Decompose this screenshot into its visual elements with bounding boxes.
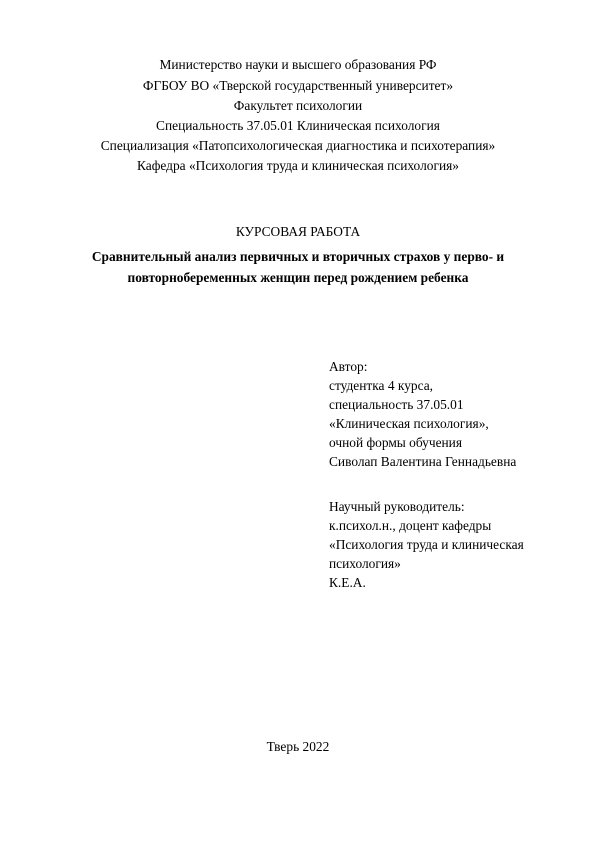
work-type-heading: КУРСОВАЯ РАБОТА xyxy=(235,224,361,239)
author-name: Сиволап Валентина Геннадьевна xyxy=(329,454,517,469)
supervisor-line: психология» xyxy=(329,556,401,571)
supervisor-line: к.психол.н., доцент кафедры xyxy=(329,518,492,533)
work-title-line-1: Сравнительный анализ первичных и вторичных страхов у перво- и xyxy=(91,249,505,264)
supervisor-block xyxy=(329,497,524,592)
supervisor-label: Научный руководитель: xyxy=(329,499,465,514)
city-year: Тверь 2022 xyxy=(266,739,330,754)
author-line: «Клиническая психология», xyxy=(329,416,489,431)
author-line: студентка 4 курса, xyxy=(329,378,433,393)
author-block xyxy=(329,357,516,471)
faculty-line: Факультет психологии xyxy=(233,98,363,113)
supervisor-line: «Психология труда и клиническая xyxy=(329,537,524,552)
specialty-line: Специальность 37.05.01 Клиническая психология xyxy=(156,118,440,133)
supervisor-name: К.Е.А. xyxy=(329,575,366,590)
specialization-line: Специализация «Патопсихологическая диагностика и психотерапия» xyxy=(100,138,496,153)
work-title-line-2: повторнобеременных женщин перед рождением ребенка xyxy=(127,270,469,285)
author-line: специальность 37.05.01 xyxy=(329,397,464,412)
ministry-line: Министерство науки и высшего образования РФ xyxy=(159,57,437,72)
university-line: ФГБОУ ВО «Тверской государственный университет» xyxy=(142,78,454,93)
author-line: очной формы обучения xyxy=(329,435,463,450)
author-label: Автор: xyxy=(329,359,368,374)
department-line: Кафедра «Психология труда и клиническая психология» xyxy=(137,158,459,173)
